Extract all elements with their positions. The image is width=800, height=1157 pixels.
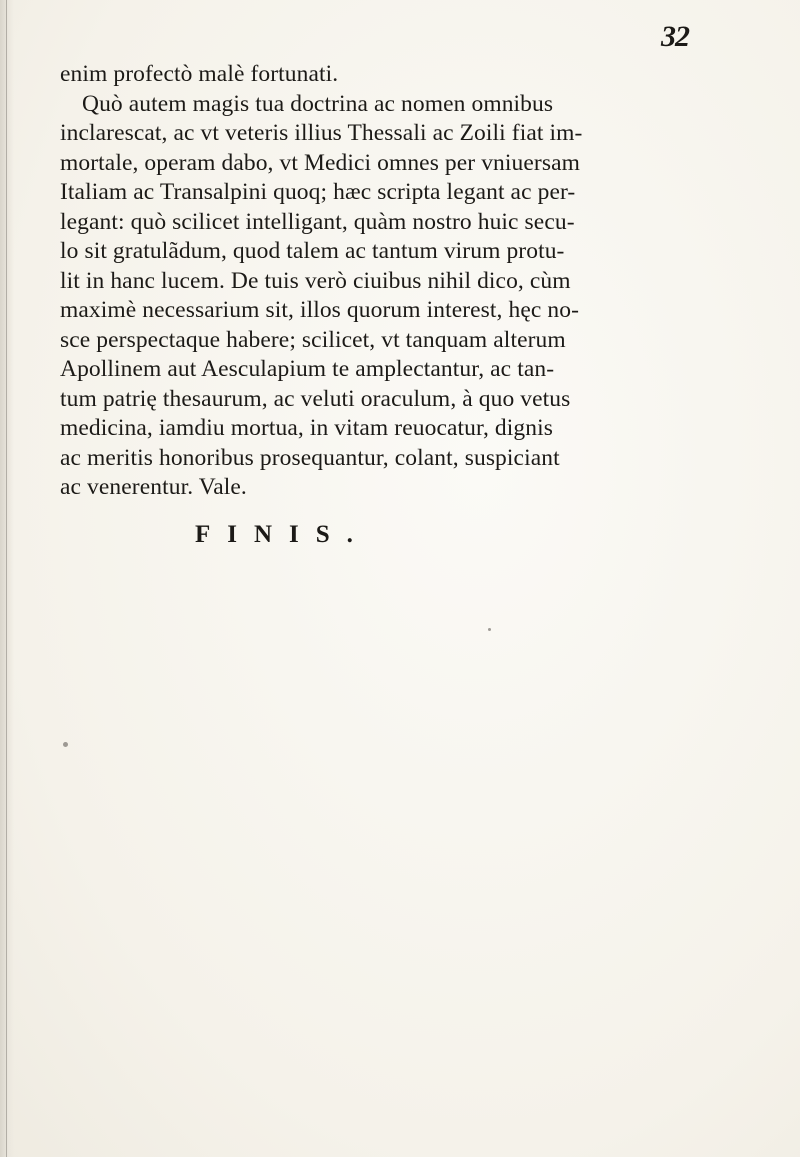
body-text [60, 60, 780, 503]
text-line: Apollinem aut Aesculapium te amplectantur, ac tan- [60, 356, 555, 382]
ink-speck [488, 628, 491, 631]
text-line: ac venerentur. Vale. [60, 474, 247, 500]
text-line: legant: quò scilicet intelligant, quàm nostro huic secu- [60, 208, 575, 235]
text-line: sce perspectaque habere; scilicet, vt tanquam alterum [60, 326, 566, 353]
text-line: maximè necessarium sit, illos quorum interest, hęc no- [60, 297, 580, 323]
text-line: inclarescat, ac vt veteris illius Thessali ac Zoili fiat im- [60, 120, 583, 146]
text-line: ac meritis honoribus prosequantur, colant, suspiciant [60, 444, 560, 471]
finis-heading: FINIS. [195, 521, 370, 548]
text-line: medicina, iamdiu mortua, in vitam reuocatur, dignis [60, 415, 553, 441]
text-line: mortale, operam dabo, vt Medici omnes per vniuersam [60, 149, 580, 176]
text-line: lit in hanc lucem. De tuis verò ciuibus nihil dico, cùm [60, 267, 571, 294]
page-number: 32 [661, 20, 689, 53]
ink-speck [63, 742, 68, 747]
page-edge-line [6, 0, 7, 1157]
page-gutter-shadow [0, 0, 14, 1157]
text-line: Quò autem magis tua doctrina ac nomen omnibus [82, 90, 554, 117]
text-line: enim profectò malè fortunati. [60, 61, 339, 87]
text-line: tum patrię thesaurum, ac veluti oraculum, à quo vetus [60, 385, 571, 412]
text-line: Italiam ac Transalpini quoq; hæc scripta legant ac per- [60, 179, 576, 205]
text-line: lo sit gratulãdum, quod talem ac tantum virum protu- [60, 238, 565, 264]
